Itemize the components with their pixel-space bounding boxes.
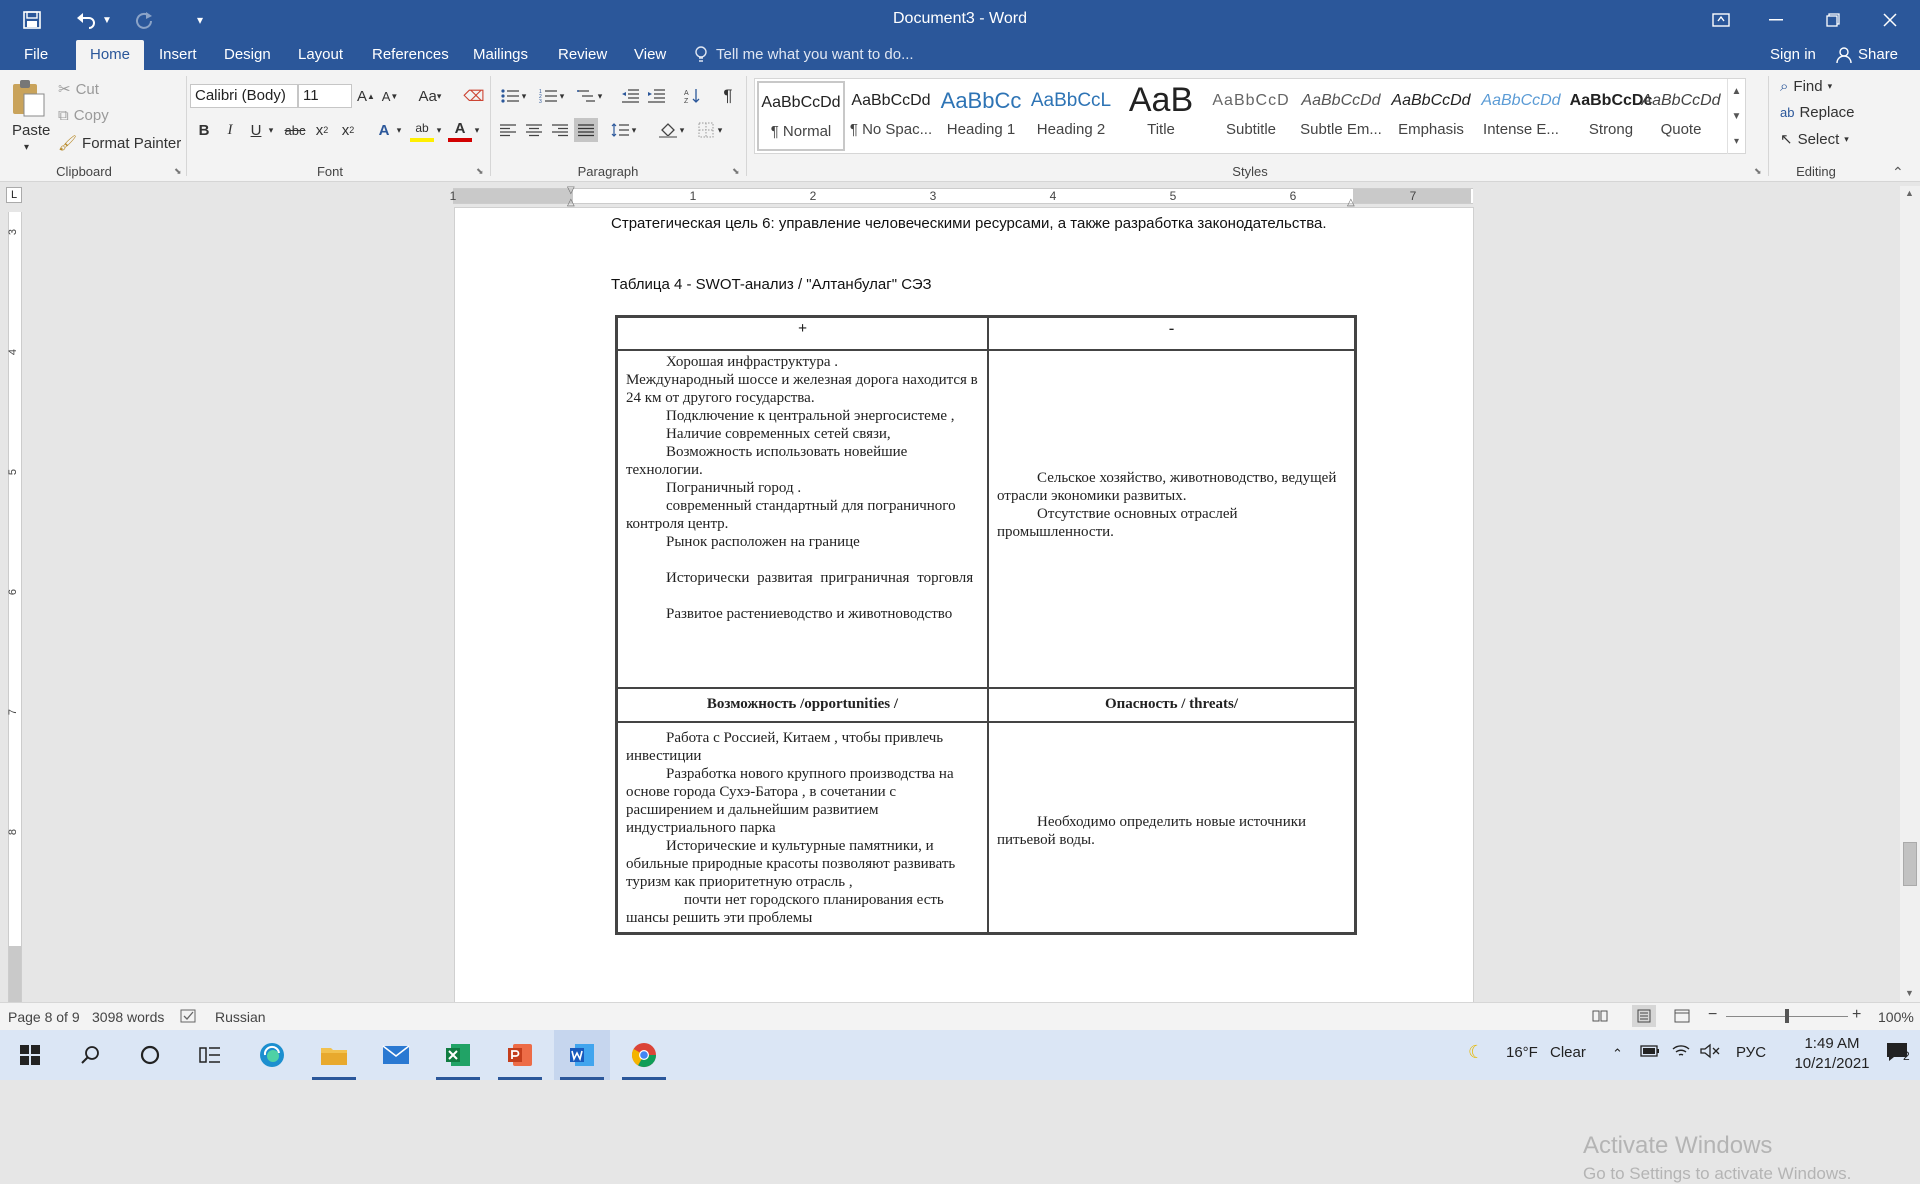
svg-text:1: 1 xyxy=(539,89,542,95)
strength-item: Возможность использовать новейшие технологии. xyxy=(626,444,908,478)
scrollbar-thumb[interactable] xyxy=(1903,842,1917,886)
watermark-title: Activate Windows xyxy=(1583,1132,1773,1159)
tab-view[interactable]: View xyxy=(634,46,667,63)
language-indicator[interactable]: Russian xyxy=(215,1009,266,1025)
volume-muted-icon[interactable] xyxy=(1700,1044,1720,1062)
horizontal-ruler[interactable] xyxy=(449,185,1473,208)
format-painter-button[interactable]: 🖌 Format Painter xyxy=(58,134,182,152)
print-layout-icon[interactable] xyxy=(1632,1005,1656,1027)
subscript-button[interactable]: x 2 xyxy=(315,121,329,139)
tab-file[interactable]: File xyxy=(24,46,49,63)
text-effects-button[interactable]: A xyxy=(378,121,390,139)
bold-button[interactable]: B xyxy=(198,121,210,139)
font-color-dropdown-icon[interactable]: ▾ xyxy=(474,124,480,135)
styles-gallery xyxy=(754,78,1746,154)
zoom-slider-thumb[interactable] xyxy=(1785,1009,1789,1023)
change-case-button[interactable]: Aa ▾ xyxy=(418,87,442,105)
paragraph-launcher-icon[interactable]: ⬊ xyxy=(732,166,740,176)
ruler-bottom-margin xyxy=(9,946,21,1002)
windows-taskbar xyxy=(0,1030,1920,1080)
strength-item xyxy=(626,587,979,605)
select-button[interactable]: ↖ Select ▾ xyxy=(1780,130,1849,148)
swot-table[interactable] xyxy=(615,315,1357,935)
opportunities-header[interactable]: Возможность /opportunities / xyxy=(617,688,988,722)
ruler-number: 6 xyxy=(7,588,20,596)
right-indent-marker[interactable]: △ xyxy=(1347,197,1355,208)
strength-item: Пограничный город . xyxy=(666,480,802,496)
title-bar xyxy=(0,0,1920,40)
web-layout-icon[interactable] xyxy=(1674,1009,1690,1026)
hanging-indent-marker[interactable]: △ xyxy=(567,197,575,208)
svg-text:A: A xyxy=(684,90,689,97)
windows-start-icon[interactable] xyxy=(2,1030,58,1080)
ruler-number: 7 xyxy=(1409,189,1417,203)
show-formatting-icon[interactable]: ¶ xyxy=(723,86,733,105)
excel-icon[interactable] xyxy=(430,1030,486,1080)
threats-header[interactable]: Опасность / threats/ xyxy=(988,688,1355,722)
superscript-button[interactable]: x 2 xyxy=(341,121,355,139)
scroll-down-icon[interactable]: ▼ xyxy=(1905,988,1914,998)
clock-time: 1:49 AM xyxy=(1804,1035,1860,1052)
sign-in-link[interactable]: Sign in xyxy=(1770,46,1816,63)
style-heading-1[interactable]: AaBbCc Heading 1 xyxy=(940,88,1022,138)
paste-dropdown-icon[interactable]: ▾ xyxy=(24,142,30,153)
wifi-icon[interactable] xyxy=(1672,1044,1690,1062)
grow-font-icon[interactable]: A ▲ xyxy=(357,87,375,105)
task-view-icon[interactable] xyxy=(182,1030,238,1080)
tab-mailings[interactable]: Mailings xyxy=(473,46,529,63)
opportunity-item: Работа с Россией, Китаем , чтобы привлечь инвестиции xyxy=(626,730,944,764)
gallery-more-icon[interactable]: ▾ xyxy=(1727,129,1745,154)
select-cursor-icon: ↖ xyxy=(1780,131,1793,148)
tell-me-search[interactable]: Tell me what you want to do... xyxy=(716,46,914,63)
find-button[interactable]: ⌕ Find ▾ xyxy=(1780,78,1833,95)
strength-item: современный стандартный для пограничного контроля центр. xyxy=(626,498,956,532)
clock-date: 10/21/2021 xyxy=(1794,1055,1870,1072)
cut-button[interactable]: ✂ Cut xyxy=(58,80,99,98)
scissors-icon: ✂ xyxy=(58,81,71,98)
gallery-down-icon[interactable]: ▼ xyxy=(1727,104,1745,129)
first-line-indent-marker[interactable]: ▽ xyxy=(567,185,575,196)
paragraph-strategic-goal[interactable]: Стратегическая цель 6: управление человеческими ресурсами, а также разработка законодательства. xyxy=(611,215,1327,232)
font-name-combo[interactable]: Calibri (Body) xyxy=(190,84,298,108)
clock[interactable] xyxy=(1780,1034,1884,1074)
table-caption[interactable]: Таблица 4 - SWOT-анализ / "Алтанбулаг" СЭЗ xyxy=(611,276,932,293)
clear-formatting-icon[interactable]: ⌫ xyxy=(463,88,485,105)
ruler-left-margin xyxy=(453,189,573,203)
shrink-font-icon[interactable]: A ▼ xyxy=(381,88,399,104)
ruler-number: 5 xyxy=(7,468,20,476)
ruler-number: 1 xyxy=(689,189,697,203)
svg-text:2: 2 xyxy=(539,94,542,100)
weaknesses-cell[interactable] xyxy=(988,350,1355,688)
window-title: Document3 - Word xyxy=(893,10,1027,27)
customize-qat-icon[interactable]: ▾ xyxy=(196,13,204,27)
ruler-number: 8 xyxy=(7,828,20,836)
share-button[interactable]: Share xyxy=(1858,46,1899,63)
weakness-item: Сельское хозяйство, животноводство, ведущей отрасли экономики развитых. xyxy=(997,470,1337,504)
editing-group-label: Editing xyxy=(1796,164,1836,179)
restore-icon[interactable] xyxy=(1804,0,1862,40)
ruler-number: 4 xyxy=(7,348,20,356)
separator xyxy=(186,76,187,176)
paintbrush-icon: 🖌 xyxy=(58,135,78,152)
share-icon xyxy=(1836,47,1854,67)
copy-icon: ⧉ xyxy=(58,107,69,124)
strength-item: Рынок расположен на границе xyxy=(666,534,860,550)
separator xyxy=(746,76,747,176)
tab-review[interactable]: Review xyxy=(558,46,608,63)
mail-icon[interactable] xyxy=(368,1030,424,1080)
highlight-button[interactable]: ab xyxy=(410,118,434,142)
strength-item: Развитое растениеводство и животноводство xyxy=(666,606,953,622)
ruler-number: 4 xyxy=(1049,189,1057,203)
weakness-item: Отсутствие основных отраслей промышленности. xyxy=(997,506,1238,540)
opportunity-item: Разработка нового крупного производства на основе города Сухэ-Батора , в сочетании с расширением и дальнейшим развитием индустриального парка xyxy=(626,766,954,836)
tab-design[interactable]: Design xyxy=(224,46,271,63)
battery-icon[interactable] xyxy=(1640,1044,1660,1061)
powerpoint-icon[interactable] xyxy=(492,1030,548,1080)
header-minus[interactable]: - xyxy=(988,317,1355,350)
close-icon[interactable] xyxy=(1861,0,1919,40)
weather-condition[interactable]: Clear xyxy=(1550,1044,1586,1061)
ribbon xyxy=(0,70,1920,182)
multilevel-dropdown-icon[interactable]: ▾ xyxy=(597,90,603,101)
opportunity-item: Исторические и культурные памятники, и обильные природные красоты позволяют развивать туризм как приоритетную отрасль , xyxy=(626,838,956,890)
ribbon-display-options-icon[interactable] xyxy=(1692,0,1750,40)
justify-icon[interactable] xyxy=(574,118,598,142)
gallery-up-icon[interactable]: ▲ xyxy=(1727,79,1745,104)
paragraph-group-label: Paragraph xyxy=(577,164,639,179)
strength-item xyxy=(626,551,979,569)
opportunities-cell[interactable] xyxy=(617,722,988,933)
threat-item: Необходимо определить новые источники питьевой воды. xyxy=(997,814,1307,848)
italic-button[interactable]: I xyxy=(227,121,233,138)
replace-icon: ab xyxy=(1780,105,1795,120)
replace-button[interactable]: ab Replace xyxy=(1780,104,1855,121)
tab-references[interactable]: References xyxy=(372,46,449,63)
style-subtle-emphasis[interactable]: AaBbCcDd Subtle Em... xyxy=(1300,92,1382,138)
bullets-dropdown-icon[interactable]: ▾ xyxy=(521,90,527,101)
opportunity-item: почти нет городского планирования есть шансы решить эти проблемы xyxy=(626,892,944,926)
strength-item: Наличие современных сетей связи, xyxy=(666,426,891,442)
svg-text:Z: Z xyxy=(684,98,689,105)
clipboard-group-label: Clipboard xyxy=(56,164,112,179)
cortana-icon[interactable] xyxy=(122,1030,178,1080)
style-emphasis[interactable]: AaBbCcDd Emphasis xyxy=(1391,92,1471,138)
show-hidden-icons-icon[interactable]: ⌃ xyxy=(1612,1046,1623,1061)
decrease-indent-icon[interactable] xyxy=(618,84,642,108)
strength-item: Исторически развитая приграничная торговля xyxy=(666,570,974,586)
style-heading-2[interactable]: AaBbCcL Heading 2 xyxy=(1030,90,1112,138)
align-center-icon[interactable] xyxy=(522,118,546,142)
proofing-icon[interactable] xyxy=(180,1009,198,1026)
find-dropdown-icon: ▾ xyxy=(1827,81,1833,91)
paste-icon[interactable] xyxy=(10,78,48,118)
underline-dropdown-icon[interactable]: ▾ xyxy=(268,124,274,135)
style-subtitle[interactable]: AaBbCcD Subtitle xyxy=(1212,92,1290,138)
style-normal[interactable]: AaBbCcDd ¶ Normal xyxy=(757,81,845,151)
tab-selector[interactable]: L xyxy=(6,187,22,203)
search-icon[interactable] xyxy=(62,1030,118,1080)
borders-dropdown-icon[interactable]: ▾ xyxy=(717,124,723,135)
text-effects-dropdown-icon[interactable]: ▾ xyxy=(396,124,402,135)
separator xyxy=(1768,76,1769,176)
tab-home[interactable]: Home xyxy=(76,40,144,70)
ruler-number: 5 xyxy=(1169,189,1177,203)
font-color-button[interactable]: A xyxy=(448,118,472,142)
zoom-out-icon[interactable]: − xyxy=(1708,1006,1718,1023)
strikethrough-button[interactable]: abc xyxy=(284,122,306,138)
ribbon-tabs xyxy=(0,40,1920,70)
file-explorer-icon[interactable] xyxy=(306,1030,362,1080)
svg-text:3: 3 xyxy=(539,99,542,105)
input-language[interactable]: РУС xyxy=(1736,1044,1767,1061)
align-left-icon[interactable] xyxy=(496,118,520,142)
vertical-ruler[interactable] xyxy=(8,212,22,1002)
minimize-icon[interactable] xyxy=(1747,0,1805,40)
document-page[interactable] xyxy=(455,208,1473,1008)
ruler-row xyxy=(0,183,1920,208)
style-intense-emphasis[interactable]: AaBbCcDd Intense E... xyxy=(1481,92,1561,138)
tab-insert[interactable]: Insert xyxy=(159,46,197,63)
style-title[interactable]: AaB Title xyxy=(1128,81,1194,138)
ruler-number: 2 xyxy=(809,189,817,203)
tab-layout[interactable]: Layout xyxy=(298,46,344,63)
style-strong[interactable]: AaBbCcDc Strong xyxy=(1569,92,1653,138)
line-spacing-dropdown-icon[interactable]: ▾ xyxy=(631,124,637,135)
strength-item: Международный шоссе и железная дорога находится в 24 км от другого государства. xyxy=(626,372,978,406)
zoom-level[interactable]: 100% xyxy=(1878,1009,1914,1025)
edge-browser-icon[interactable] xyxy=(244,1030,300,1080)
ruler-number: 3 xyxy=(7,228,20,236)
copy-button[interactable]: ⧉ Copy xyxy=(58,107,109,124)
style-quote[interactable]: AaBbCcDd Quote xyxy=(1641,92,1721,138)
zoom-in-icon[interactable]: + xyxy=(1852,1006,1862,1023)
styles-launcher-icon[interactable]: ⬊ xyxy=(1754,166,1762,176)
threats-cell[interactable] xyxy=(988,722,1355,933)
strength-item: Подключение к центральной энергосистеме , xyxy=(666,408,955,424)
undo-dropdown-icon[interactable]: ▼ xyxy=(102,14,112,26)
notifications-count: 2 xyxy=(1903,1049,1910,1063)
vertical-scrollbar[interactable] xyxy=(1900,186,1920,1002)
separator xyxy=(490,76,491,176)
underline-button[interactable]: U xyxy=(250,121,262,139)
word-icon[interactable] xyxy=(554,1030,610,1080)
align-right-icon[interactable] xyxy=(548,118,572,142)
shading-dropdown-icon[interactable]: ▾ xyxy=(679,124,685,135)
header-plus[interactable]: + xyxy=(617,317,988,350)
notifications-icon[interactable] xyxy=(1886,1040,1912,1070)
weather-temperature[interactable]: 16°F xyxy=(1506,1044,1538,1061)
activate-windows-watermark xyxy=(1583,1132,1851,1184)
ruler-number: 3 xyxy=(929,189,937,203)
watermark-subtitle: Go to Settings to activate Windows. xyxy=(1583,1164,1852,1183)
numbering-dropdown-icon[interactable]: ▾ xyxy=(559,90,565,101)
paste-button[interactable]: Paste xyxy=(12,122,51,139)
ruler-number: 7 xyxy=(7,708,20,716)
font-launcher-icon[interactable]: ⬊ xyxy=(476,166,484,176)
highlight-dropdown-icon[interactable]: ▾ xyxy=(436,124,442,135)
styles-group-label: Styles xyxy=(1232,164,1268,179)
increase-indent-icon[interactable] xyxy=(644,84,668,108)
strengths-cell[interactable] xyxy=(617,350,988,688)
status-bar xyxy=(0,1002,1920,1030)
read-mode-icon[interactable] xyxy=(1592,1009,1608,1026)
weather-moon-icon[interactable]: ☾ xyxy=(1468,1042,1485,1062)
ruler-number: 1 xyxy=(449,189,457,203)
ruler-number: 6 xyxy=(1289,189,1297,203)
collapse-ribbon-icon[interactable]: ⌃ xyxy=(1892,164,1904,180)
lightbulb-icon xyxy=(694,46,708,68)
page-count[interactable]: Page 8 of 9 xyxy=(8,1009,80,1025)
strength-item: Хорошая инфраструктура . xyxy=(666,354,838,370)
chrome-icon[interactable] xyxy=(616,1030,672,1080)
font-size-combo[interactable]: 11 xyxy=(298,84,352,108)
scroll-up-icon[interactable]: ▲ xyxy=(1905,188,1914,198)
clipboard-launcher-icon[interactable]: ⬊ xyxy=(174,166,182,176)
font-group-label: Font xyxy=(316,164,343,179)
search-icon: ⌕ xyxy=(1780,78,1789,95)
sort-icon[interactable] xyxy=(680,84,704,108)
word-count[interactable]: 3098 words xyxy=(92,1009,165,1025)
style-no-spacing[interactable]: AaBbCcDd ¶ No Spac... xyxy=(849,92,933,138)
